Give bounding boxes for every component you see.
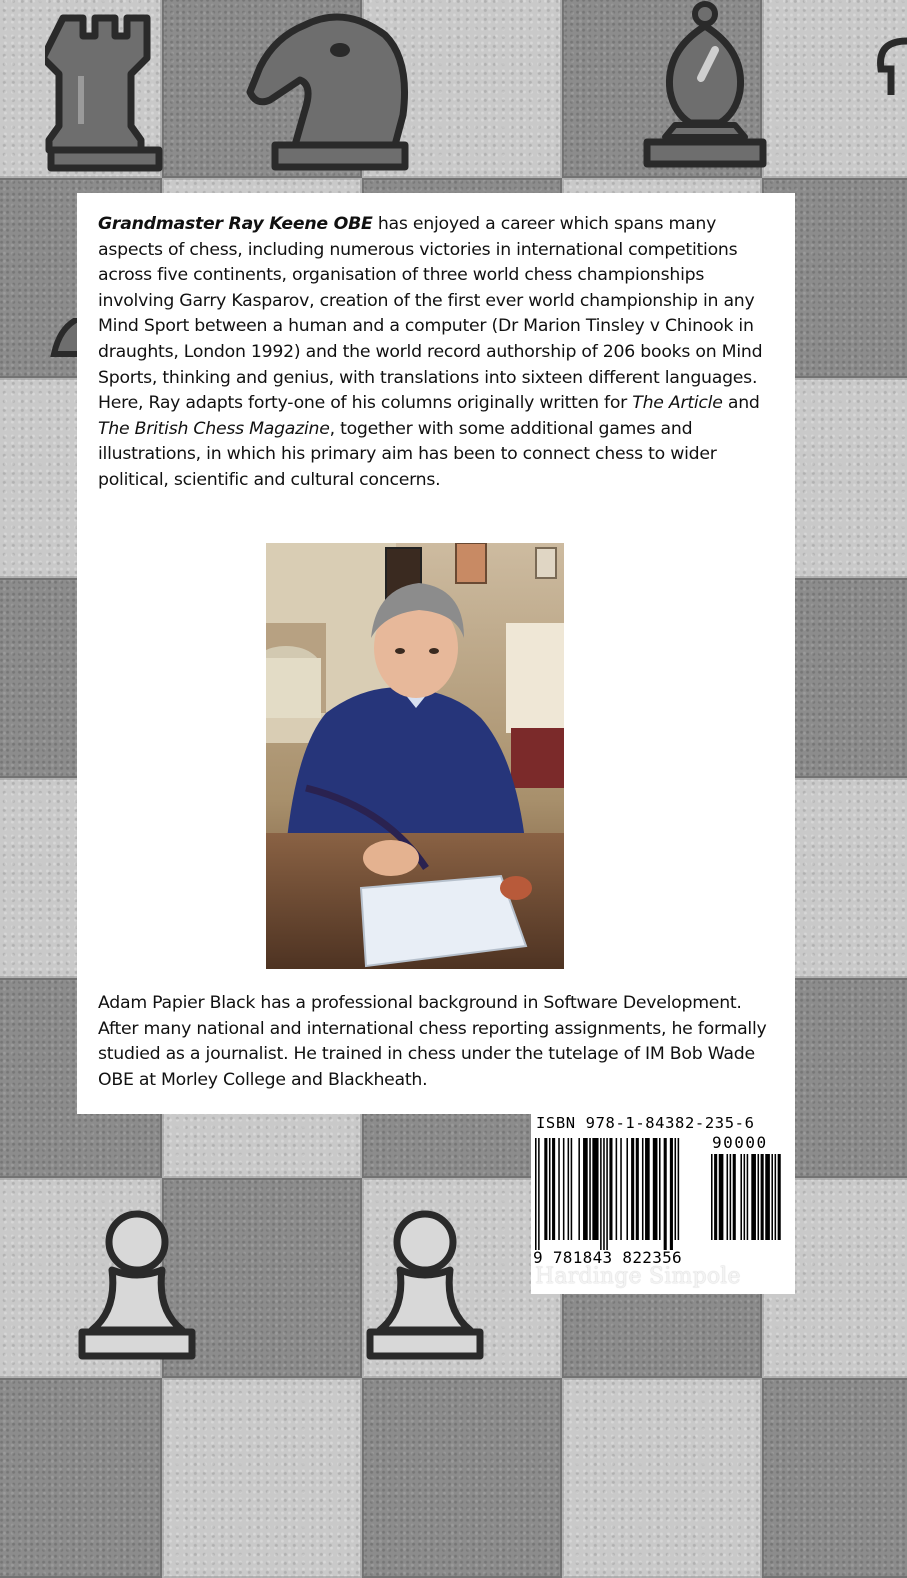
bishop-piece-icon <box>635 0 775 175</box>
barcode-bar <box>563 1138 565 1240</box>
barcode-bar <box>606 1138 608 1250</box>
author-name: Grandmaster Ray Keene OBE <box>98 214 373 234</box>
back-cover-text-panel <box>77 193 795 1114</box>
pawn-piece-icon <box>72 1210 202 1360</box>
barcode-bar <box>730 1154 732 1240</box>
barcode-bar <box>727 1154 729 1240</box>
barcode-bar <box>740 1154 742 1240</box>
book-description-text: , together with some additional games and illustrations, in which his primary aim has been to connect chess to wider political, scientific and cultural concerns. <box>98 418 717 490</box>
barcode-bar <box>571 1138 573 1240</box>
publisher-name: Hardinge Simpole <box>535 1264 741 1289</box>
barcode-bar <box>659 1138 661 1240</box>
author-bio <box>98 212 778 494</box>
barcode-bar <box>589 1138 591 1240</box>
barcode-bar <box>592 1138 598 1240</box>
publication-title: The Article <box>632 393 723 414</box>
barcode-bar <box>616 1138 618 1240</box>
price-code: 90000 <box>712 1133 768 1152</box>
board-square <box>762 1378 907 1578</box>
barcode-bar <box>719 1154 724 1240</box>
knight-piece-icon <box>245 5 420 175</box>
book-description-text: Here, Ray adapts forty-one of his columns originally written for <box>98 393 633 414</box>
barcode-bar <box>642 1138 644 1240</box>
ean-barcode-bars <box>535 1138 707 1250</box>
publication-title: The British Chess Magazine <box>98 418 330 439</box>
barcode-bar <box>678 1138 680 1240</box>
barcode-bar <box>778 1154 781 1240</box>
barcode-bar <box>558 1138 560 1240</box>
barcode-bar <box>636 1138 639 1240</box>
barcode-bar <box>626 1138 628 1240</box>
barcode-bar <box>775 1154 777 1240</box>
barcode-bar <box>552 1138 555 1240</box>
barcode-bar <box>568 1138 570 1240</box>
barcode-bar <box>733 1154 736 1240</box>
author-photo <box>266 543 564 969</box>
barcode-bar <box>578 1138 580 1240</box>
coauthor-bio: Adam Papier Black has a professional background in Software Development. After many national and international chess reporting assignments, he formally studied as a journalist. He trained in chess under the tutelage of IM Bob Wade OBE at Morley College and Blackheath. <box>98 993 767 1090</box>
ean-digits: 9 781843 822356 <box>533 1248 682 1267</box>
addon-barcode-bars <box>711 1154 791 1250</box>
barcode-bar <box>675 1138 677 1240</box>
barcode-bar <box>603 1138 605 1250</box>
barcode-bar <box>538 1138 540 1250</box>
barcode-bar <box>631 1138 634 1240</box>
barcode-bar <box>771 1154 773 1240</box>
barcode-bar <box>670 1138 673 1250</box>
barcode-bar <box>744 1154 746 1240</box>
board-square <box>562 1378 762 1578</box>
barcode-bar <box>664 1138 667 1250</box>
book-description-text: and <box>722 393 760 414</box>
board-square <box>162 1378 362 1578</box>
barcode-bar <box>583 1138 588 1240</box>
board-square <box>0 1378 162 1578</box>
barcode-bar <box>761 1154 764 1240</box>
barcode-bar <box>747 1154 749 1240</box>
barcode-bar <box>653 1138 658 1240</box>
partial-piece-icon <box>875 35 907 95</box>
barcode-bar <box>645 1138 650 1240</box>
barcode-bar <box>609 1138 612 1240</box>
barcode-bar <box>544 1138 547 1240</box>
barcode-bar <box>535 1138 537 1250</box>
barcode-bar <box>758 1154 760 1240</box>
barcode-bar <box>714 1154 717 1240</box>
barcode-bar <box>751 1154 756 1240</box>
rook-piece-icon <box>45 10 165 175</box>
pawn-piece-icon <box>360 1210 490 1360</box>
partial-piece-icon <box>50 318 80 360</box>
barcode-bar <box>549 1138 551 1240</box>
barcode-bar <box>711 1154 713 1240</box>
barcode-bar <box>600 1138 602 1250</box>
board-square <box>362 1378 562 1578</box>
barcode-bar <box>765 1154 770 1240</box>
isbn-number: ISBN 978-1-84382-235-6 <box>536 1114 755 1132</box>
author-bio-text: has enjoyed a career which spans many aspects of chess, including numerous victories in international competitions across five continents, organisation of three world chess championships involving Garry Kasparov, creation of the first ever world championship in any Mind Sport between a human and a computer (Dr Marion Tinsley v Chinook in draughts, London 1992) and the world record authorship of 206 books on Mind Sports, thinking and genius, with translations into sixteen different languages. <box>98 214 763 388</box>
barcode-bar <box>620 1138 622 1240</box>
